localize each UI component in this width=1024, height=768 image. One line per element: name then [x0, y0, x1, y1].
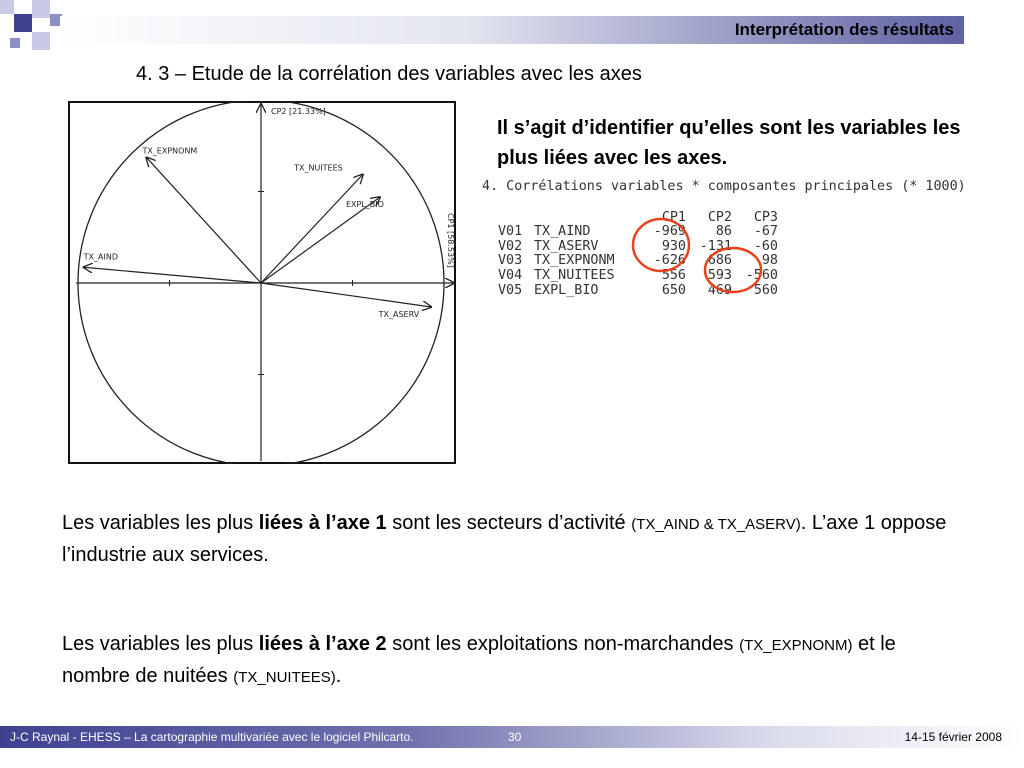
y-axis-label: CP2 [21.33%]	[271, 107, 326, 116]
cell-name: TX_NUITEES	[534, 267, 615, 283]
cell-cp1: -626	[653, 253, 686, 269]
vector-label: TX_NUITEES	[294, 163, 343, 173]
p2-text: sont les exploitations non-marchandes	[386, 633, 740, 655]
p1-vars: (TX_AIND & TX_ASERV)	[631, 516, 801, 533]
cell-code: V03	[498, 253, 523, 269]
cell-cp2: 469	[707, 282, 732, 298]
p2-vars: (TX_EXPNONM)	[739, 637, 853, 654]
cell-name: TX_AIND	[534, 224, 591, 240]
p2-vars: (TX_NUITEES)	[233, 669, 336, 686]
p1-emph: liées à l’axe 1	[258, 512, 387, 534]
x-axis-label: CP1 [58.53%]	[446, 213, 455, 268]
intro-text: Il s’agit d’identifier qu’elles sont les variables les plus liées avec les axes.	[497, 117, 961, 169]
paragraph-axis2	[62, 629, 962, 693]
highlight-ellipse-cp1	[633, 219, 689, 271]
cell-cp2: 593	[707, 267, 732, 283]
highlight-ellipse-cp2	[705, 248, 761, 292]
cell-cp2: -131	[699, 238, 732, 254]
footer-credit: J-C Raynal - EHESS – La cartographie multivariée avec le logiciel Philcarto.	[10, 730, 414, 744]
cell-cp3: 560	[753, 282, 778, 298]
col-header: CP3	[753, 209, 778, 225]
slide-subtitle: 4. 3 – Etude de la corrélation des variables avec les axes	[136, 63, 642, 85]
cell-name: EXPL_BIO	[534, 282, 599, 298]
col-header: CP2	[707, 209, 732, 225]
cell-cp1: 556	[661, 267, 686, 283]
col-header: CP1	[661, 209, 686, 225]
p2-text: .	[335, 665, 342, 687]
cell-cp2: 86	[715, 224, 732, 240]
cell-cp3: 98	[761, 253, 778, 269]
page-number: 30	[508, 730, 522, 744]
vector-label: TX_EXPNONM	[142, 146, 198, 156]
cell-name: TX_EXPNONM	[534, 253, 615, 269]
p2-text: et le nombre de nuitées	[62, 633, 896, 687]
cell-code: V05	[498, 282, 523, 298]
vector-label: TX_ASERV	[378, 309, 420, 319]
p1-text: Les variables les plus	[62, 512, 259, 534]
cell-cp3: -67	[753, 224, 778, 240]
cell-cp1: 930	[661, 238, 686, 254]
p1-text: . L’axe 1 oppose l’industrie aux services.	[62, 512, 947, 566]
cell-cp1: -969	[653, 224, 686, 240]
cell-code: V04	[498, 267, 523, 283]
vector-label: EXPL_BIO	[345, 200, 384, 210]
cell-cp2: 686	[707, 253, 732, 269]
p1-text: sont les secteurs d’activité	[386, 512, 632, 534]
cell-code: V02	[498, 238, 523, 254]
cell-cp1: 650	[661, 282, 686, 298]
p2-text: Les variables les plus	[62, 633, 259, 655]
slide-section-title: Interprétation des résultats	[734, 20, 954, 39]
cell-code: V01	[498, 224, 523, 240]
paragraph-axis1	[62, 508, 962, 570]
table-title: 4. Corrélations variables * composantes principales (* 1000)	[482, 179, 966, 194]
cell-cp3: -560	[745, 267, 778, 283]
vector-label: TX_AIND	[83, 252, 119, 262]
cell-cp3: -60	[753, 238, 778, 254]
footer-date: 14-15 février 2008	[904, 730, 1002, 744]
p2-emph: liées à l’axe 2	[258, 633, 387, 655]
cell-name: TX_ASERV	[534, 238, 599, 254]
